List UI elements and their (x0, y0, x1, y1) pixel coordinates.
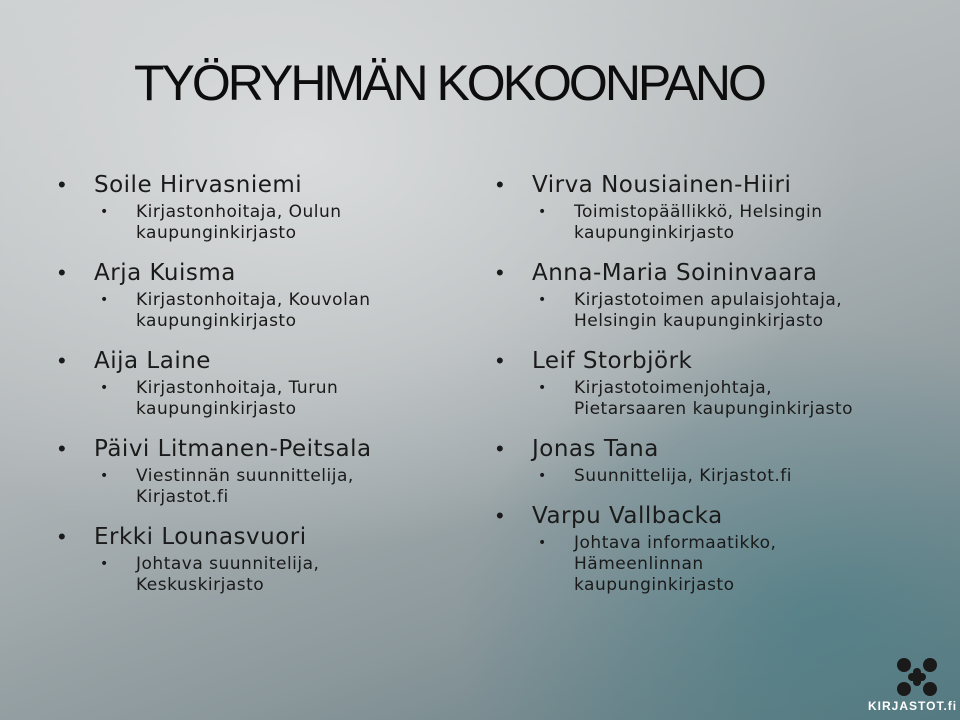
member-item (494, 258, 934, 332)
kirjastot-logo-icon (894, 655, 940, 699)
kirjastot-logo-text: KIRJASTOT.fi (868, 699, 958, 713)
member-list-right (494, 170, 934, 610)
member-item (494, 346, 934, 420)
member-role: • Suunnittelija, Kirjastot.fi (532, 466, 934, 487)
member-role: • Johtava informaatikko, Hämeenlinnan kaupunginkirjasto (532, 533, 934, 596)
member-item (494, 501, 934, 596)
member-name: • Soile Hirvasniemi (94, 172, 303, 198)
member-name: • Erkki Lounasvuori (94, 524, 307, 550)
member-list-left (56, 170, 426, 610)
member-role: • Viestinnän suunnittelija, Kirjastot.fi (94, 466, 426, 508)
member-role: • Kirjastonhoitaja, Oulun kaupunginkirjasto (94, 202, 426, 244)
member-name: • Arja Kuisma (94, 260, 236, 286)
member-name: • Anna-Maria Soininvaara (532, 260, 818, 286)
member-role: • Kirjastonhoitaja, Turun kaupunginkirjasto (94, 378, 426, 420)
member-item (494, 434, 934, 487)
member-role: • Kirjastonhoitaja, Kouvolan kaupunginkirjasto (94, 290, 426, 332)
member-name: • Virva Nousiainen-Hiiri (532, 172, 792, 198)
member-name: • Päivi Litmanen-Peitsala (94, 436, 372, 462)
member-role: • Kirjastotoimen apulaisjohtaja, Helsingin kaupunginkirjasto (532, 290, 934, 332)
member-item (56, 434, 426, 508)
member-item (494, 170, 934, 244)
member-item (56, 346, 426, 420)
member-item (56, 522, 426, 596)
member-role: • Kirjastotoimenjohtaja, Pietarsaaren kaupunginkirjasto (532, 378, 934, 420)
kirjastot-logo (864, 655, 958, 715)
member-name: • Jonas Tana (532, 436, 659, 462)
member-name: • Leif Storbjörk (532, 348, 693, 374)
member-name: • Varpu Vallbacka (532, 503, 723, 529)
slide-title: TYÖRYHMÄN KOKOONPANO (134, 55, 764, 111)
member-role: • Johtava suunnitelija, Keskuskirjasto (94, 554, 426, 596)
member-item (56, 170, 426, 244)
member-name: • Aija Laine (94, 348, 211, 374)
member-item (56, 258, 426, 332)
member-role: • Toimistopäällikkö, Helsingin kaupunginkirjasto (532, 202, 934, 244)
